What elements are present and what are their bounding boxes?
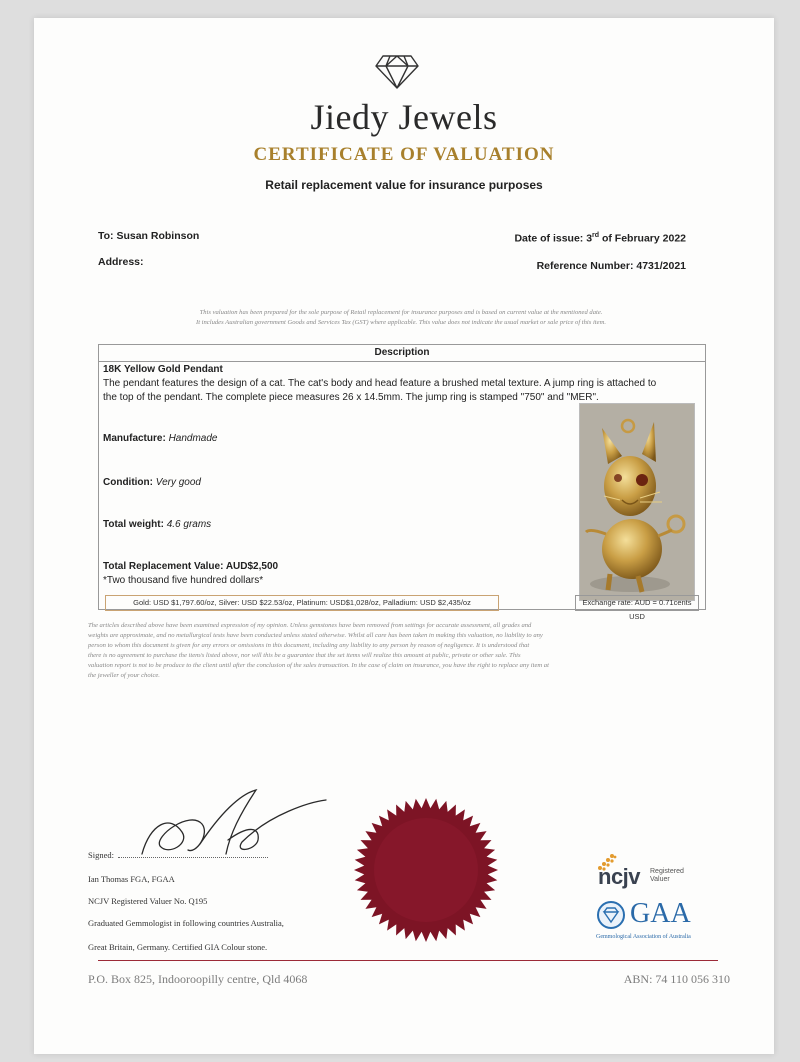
- signed-row: Signed:: [88, 850, 268, 860]
- metal-prices: Gold: USD $1,797.60/oz, Silver: USD $22.53/oz, Platinum: USD$1,028/oz, Palladium: USD $2,435/oz: [105, 595, 499, 611]
- disclaimer-line: person to whom this document is given for any errors or omissions in this document, including any liability to any person by reason of negligence. It is understood that: [88, 642, 530, 649]
- signer-name: Ian Thomas FGA, FGAA: [88, 874, 175, 884]
- certificate-title: CERTIFICATE OF VALUATION: [253, 144, 555, 165]
- diamond-icon: [375, 54, 419, 90]
- preamble-line-1: This valuation has been prepared for the sole purpose of Retail replacement for insurance purposes and is based on current value at the mentioned date.: [199, 309, 603, 316]
- qualification-line-1: Graduated Gemmologist in following countries Australia,: [88, 918, 284, 928]
- footer-address: P.O. Box 825, Indooroopilly centre, Qld 4068: [88, 972, 308, 986]
- certificate-sheet: [34, 18, 774, 1054]
- item-description-2: the top of the pendant. The complete piece measures 26 x 14.5mm. The jump ring is stamped "750" and "MER".: [103, 392, 599, 403]
- ncjv-text: ncjv: [598, 864, 641, 889]
- gaa-logo-icon: [596, 900, 626, 930]
- total-value-words: *Two thousand five hundred dollars*: [103, 575, 264, 586]
- pendant-photo: [579, 403, 695, 601]
- address-label: Address:: [98, 256, 144, 268]
- disclaimer: [88, 621, 718, 681]
- footer-divider: [98, 960, 718, 961]
- brand-name: Jiedy Jewels: [310, 97, 498, 137]
- ncjv-subtext: Registered Valuer: [650, 868, 684, 883]
- disclaimer-line: the jeweller of your choice.: [88, 672, 160, 679]
- cat-pendant-image: [580, 404, 694, 600]
- description-heading: Description: [99, 345, 705, 362]
- gaa-text: GAA: [630, 898, 691, 929]
- valuer-registration: NCJV Registered Valuer No. Q195: [88, 896, 208, 906]
- disclaimer-line: valuation report is not to be produce to the client until after the conclusion of the sales transaction. In the case of claim on insurance, you have the right to replace any item at: [88, 662, 549, 669]
- footer-abn: ABN: 74 110 056 310: [623, 972, 730, 986]
- disclaimer-line: weights are approximate, and no metallurgical tests have been conducted unless stated otherwise. Whilst all care has been taken in making this valuation, no liability to any: [88, 632, 543, 639]
- weight-row: Total weight: 4.6 grams: [103, 519, 212, 530]
- reference-number: Reference Number: 4731/2021: [536, 260, 686, 272]
- manufacture-row: Manufacture: Handmade: [103, 433, 218, 444]
- disclaimer-line: The articles described above have been examined expression of my opinion. Unless gemstones have been removed from settings for accurate assessment, all grades and: [88, 622, 532, 629]
- preamble-line-2: It includes Australian government Goods and Services Tax (GST) where applicable. This value does not indicate the usual market or sale price of this item.: [196, 319, 606, 326]
- wax-seal-icon: [352, 796, 500, 944]
- disclaimer-line: there is no agreement to purchase the item/s listed above, nor will this be a guarantee that the set items will realize this amount at public, private or other sale. This: [88, 652, 521, 659]
- ncjv-badge: [596, 850, 716, 890]
- description-box: [98, 344, 706, 621]
- exchange-rate: Exchange rate: AUD = 0.71cents USD: [575, 595, 699, 611]
- qualification-line-2: Great Britain, Germany. Certified GIA Colour stone.: [88, 942, 268, 952]
- certificate-subtitle: Retail replacement value for insurance purposes: [265, 178, 543, 192]
- total-value: Total Replacement Value: AUD$2,500: [103, 561, 279, 572]
- date-of-issue: Date of issue: 3rd of February 2022: [514, 232, 686, 245]
- item-description-1: The pendant features the design of a cat. The cat's body and head feature a brushed metal texture. A jump ring is attached to: [103, 378, 657, 389]
- item-title: 18K Yellow Gold Pendant: [103, 364, 223, 375]
- gaa-subtext: Gemmological Association of Australia: [596, 934, 691, 940]
- condition-row: Condition: Very good: [103, 477, 201, 488]
- gaa-badge: [596, 898, 716, 950]
- recipient-name: To: Susan Robinson: [98, 230, 200, 242]
